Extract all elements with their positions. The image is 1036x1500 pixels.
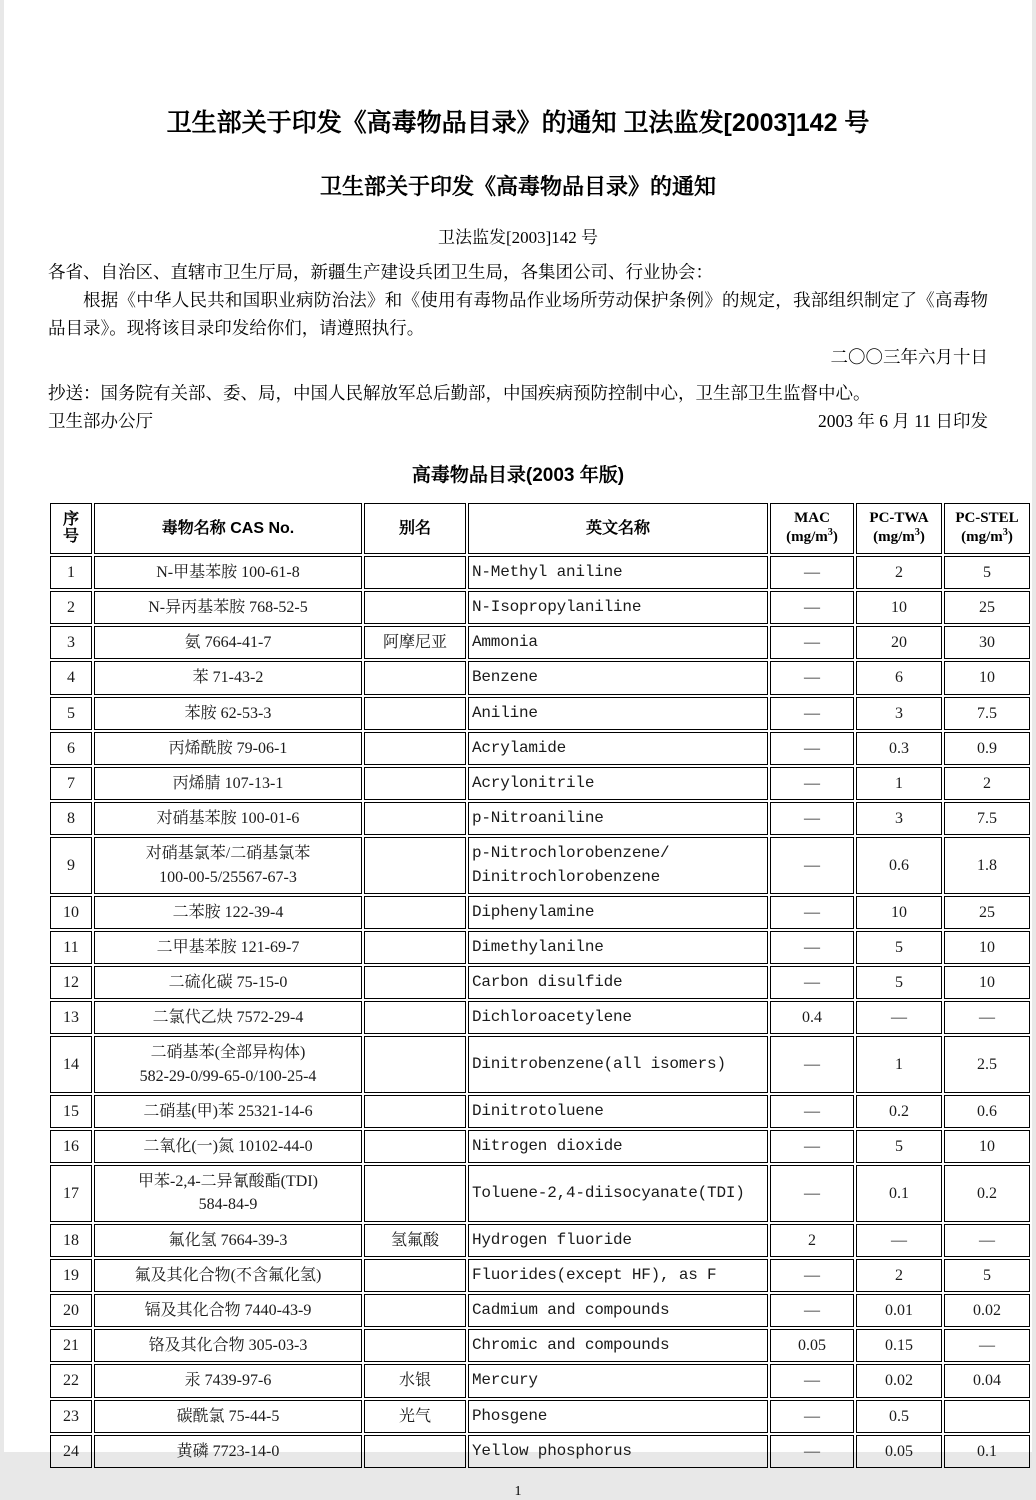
column-header-mac-label: MAC xyxy=(794,509,830,526)
cell-serial-number: 10 xyxy=(50,896,92,929)
column-header-pc-twa xyxy=(856,503,942,554)
cell-substance-name: 黄磷 7723-14-0 xyxy=(94,1435,362,1468)
cell-serial-number: 14 xyxy=(50,1036,92,1092)
cell-serial-number: 9 xyxy=(50,837,92,893)
cell-substance-name: 铬及其化合物 305-03-3 xyxy=(94,1329,362,1362)
cell-english-name: Chromic and compounds xyxy=(468,1329,768,1362)
cell-mac-value: — xyxy=(770,1435,854,1468)
cell-substance-name xyxy=(94,1165,362,1221)
cell-serial-number: 11 xyxy=(50,931,92,964)
column-header-no-line1: 序 xyxy=(62,510,79,528)
cell-pc-twa-value: 0.01 xyxy=(856,1294,942,1327)
cell-mac-value: — xyxy=(770,931,854,964)
cell-pc-stel-value: 10 xyxy=(944,966,1030,999)
table-row xyxy=(50,556,1030,589)
cell-substance-name-line2: 582-29-0/99-65-0/100-25-4 xyxy=(139,1067,317,1085)
cell-pc-twa-value: 5 xyxy=(856,931,942,964)
cell-pc-stel-value: 0.9 xyxy=(944,732,1030,765)
cell-substance-name: 二氧化(一)氮 10102-44-0 xyxy=(94,1130,362,1163)
cell-alias xyxy=(364,732,466,765)
cell-pc-twa-value: 10 xyxy=(856,896,942,929)
cell-english-name: Mercury xyxy=(468,1364,768,1397)
cell-pc-twa-value: 2 xyxy=(856,1259,942,1292)
cell-mac-value: — xyxy=(770,1400,854,1433)
column-header-name: 毒物名称 CAS No. xyxy=(94,503,362,554)
cell-substance-name: 镉及其化合物 7440-43-9 xyxy=(94,1294,362,1327)
toxic-substances-table xyxy=(48,501,1032,1470)
cell-english-name: Carbon disulfide xyxy=(468,966,768,999)
table-row xyxy=(50,732,1030,765)
cell-serial-number: 22 xyxy=(50,1364,92,1397)
cell-english-name: Cadmium and compounds xyxy=(468,1294,768,1327)
table-row xyxy=(50,1294,1030,1327)
cell-english-name: Dimethylanilne xyxy=(468,931,768,964)
page-title: 卫生部关于印发《高毒物品目录》的通知 卫法监发[2003]142 号 xyxy=(166,109,870,137)
cell-english-name: Phosgene xyxy=(468,1400,768,1433)
cell-alias xyxy=(364,1036,466,1092)
cell-alias: 光气 xyxy=(364,1400,466,1433)
table-row xyxy=(50,591,1030,624)
cell-pc-twa-value: — xyxy=(856,1001,942,1034)
cell-pc-stel-value: 7.5 xyxy=(944,697,1030,730)
cell-english-name: N-Methyl aniline xyxy=(468,556,768,589)
cell-alias xyxy=(364,1435,466,1468)
cell-mac-value: — xyxy=(770,767,854,800)
cell-substance-name: 二氯代乙炔 7572-29-4 xyxy=(94,1001,362,1034)
cell-mac-value: 2 xyxy=(770,1224,854,1257)
cell-alias xyxy=(364,697,466,730)
cell-substance-name: 丙烯腈 107-13-1 xyxy=(94,767,362,800)
cell-pc-stel-value: 0.1 xyxy=(944,1435,1030,1468)
cell-substance-name: 二硝基(甲)苯 25321-14-6 xyxy=(94,1095,362,1128)
column-header-stel-unit: (mg/m xyxy=(961,529,1003,546)
cell-mac-value: — xyxy=(770,802,854,835)
cell-substance-name xyxy=(94,1036,362,1092)
cell-substance-name: 二苯胺 122-39-4 xyxy=(94,896,362,929)
cell-english-name: Diphenylamine xyxy=(468,896,768,929)
table-row xyxy=(50,931,1030,964)
cell-mac-value: — xyxy=(770,626,854,659)
cc-line: 抄送：国务院有关部、委、局，中国人民解放军总后勤部，中国疾病预防控制中心，卫生部卫生监督中心。 xyxy=(48,383,871,404)
cell-serial-number: 13 xyxy=(50,1001,92,1034)
cell-pc-twa-value: 0.6 xyxy=(856,837,942,893)
unit-superscript: 3 xyxy=(1002,527,1008,539)
cell-alias xyxy=(364,802,466,835)
cell-mac-value: — xyxy=(770,1259,854,1292)
cell-substance-name: 二硫化碳 75-15-0 xyxy=(94,966,362,999)
cell-english-name: N-Isopropylaniline xyxy=(468,591,768,624)
unit-superscript: 3 xyxy=(827,527,833,539)
cell-mac-value: — xyxy=(770,1364,854,1397)
table-row xyxy=(50,1095,1030,1128)
cell-substance-name: 苯 71-43-2 xyxy=(94,661,362,694)
cell-mac-value: — xyxy=(770,1294,854,1327)
cell-mac-value: — xyxy=(770,732,854,765)
column-header-mac-unit: (mg/m xyxy=(786,529,828,546)
cell-serial-number: 20 xyxy=(50,1294,92,1327)
cell-mac-value: — xyxy=(770,1095,854,1128)
table-row xyxy=(50,1036,1030,1092)
cell-pc-stel-value: 10 xyxy=(944,1130,1030,1163)
column-header-twa-unit: (mg/m xyxy=(873,529,915,546)
cell-pc-twa-value: 5 xyxy=(856,966,942,999)
cell-pc-twa-value: 1 xyxy=(856,767,942,800)
cell-pc-stel-value: 5 xyxy=(944,556,1030,589)
cell-alias xyxy=(364,661,466,694)
cell-substance-name-line2: 100-00-5/25567-67-3 xyxy=(159,868,297,886)
cell-alias xyxy=(364,1165,466,1221)
table-row xyxy=(50,1435,1030,1468)
cell-pc-stel-value: 10 xyxy=(944,661,1030,694)
cell-substance-name: 汞 7439-97-6 xyxy=(94,1364,362,1397)
table-row xyxy=(50,802,1030,835)
cell-substance-name-line1: 二硝基苯(全部异构体) xyxy=(150,1044,306,1062)
signature-date: 二〇〇三年六月十日 xyxy=(830,346,988,367)
cell-pc-twa-value: 10 xyxy=(856,591,942,624)
cell-pc-twa-value: 3 xyxy=(856,697,942,730)
cell-alias xyxy=(364,1095,466,1128)
cell-substance-name: N-异丙基苯胺 768-52-5 xyxy=(94,591,362,624)
cell-pc-stel-value: 25 xyxy=(944,896,1030,929)
column-header-twa-label: PC-TWA xyxy=(869,509,929,526)
cell-mac-value: — xyxy=(770,697,854,730)
addressee-line: 各省、自治区、直辖市卫生厅局，新疆生产建设兵团卫生局，各集团公司、行业协会： xyxy=(48,261,713,282)
cell-serial-number: 5 xyxy=(50,697,92,730)
cell-english-name: Dinitrotoluene xyxy=(468,1095,768,1128)
cell-serial-number: 12 xyxy=(50,966,92,999)
cell-serial-number: 21 xyxy=(50,1329,92,1362)
cell-pc-stel-value: 5 xyxy=(944,1259,1030,1292)
cell-mac-value: — xyxy=(770,556,854,589)
cell-pc-twa-value: 0.02 xyxy=(856,1364,942,1397)
column-header-no-line2: 号 xyxy=(62,528,79,546)
cell-alias xyxy=(364,1130,466,1163)
cell-pc-twa-value: 3 xyxy=(856,802,942,835)
cell-mac-value: 0.4 xyxy=(770,1001,854,1034)
cell-pc-stel-value: 2 xyxy=(944,767,1030,800)
cell-english-name: Acrylonitrile xyxy=(468,767,768,800)
cell-substance-name: 二甲基苯胺 121-69-7 xyxy=(94,931,362,964)
cell-alias xyxy=(364,767,466,800)
cell-substance-name: 丙烯酰胺 79-06-1 xyxy=(94,732,362,765)
document-subtitle: 卫生部关于印发《高毒物品目录》的通知 xyxy=(319,174,716,200)
cell-substance-name: 碳酰氯 75-44-5 xyxy=(94,1400,362,1433)
table-row xyxy=(50,837,1030,893)
cell-pc-stel-value: — xyxy=(944,1224,1030,1257)
cell-serial-number: 3 xyxy=(50,626,92,659)
cell-serial-number: 17 xyxy=(50,1165,92,1221)
cell-pc-twa-value: 0.05 xyxy=(856,1435,942,1468)
cell-pc-stel-value: — xyxy=(944,1001,1030,1034)
table-header xyxy=(50,503,1030,554)
cell-pc-twa-value: 2 xyxy=(856,556,942,589)
table-row xyxy=(50,1130,1030,1163)
cell-serial-number: 4 xyxy=(50,661,92,694)
cell-serial-number: 18 xyxy=(50,1224,92,1257)
column-header-alias: 别名 xyxy=(364,503,466,554)
cell-pc-stel-value: 0.2 xyxy=(944,1165,1030,1221)
cell-pc-stel-value: 0.6 xyxy=(944,1095,1030,1128)
cell-pc-stel-value xyxy=(944,1400,1030,1433)
cell-pc-twa-value: 5 xyxy=(856,1130,942,1163)
unit-close-paren: ) xyxy=(919,529,925,546)
cell-pc-twa-value: 1 xyxy=(856,1036,942,1092)
cell-english-name: Hydrogen fluoride xyxy=(468,1224,768,1257)
cell-pc-stel-value: 7.5 xyxy=(944,802,1030,835)
cell-alias: 阿摩尼亚 xyxy=(364,626,466,659)
cell-alias xyxy=(364,1329,466,1362)
cell-english-name-line2: Dinitrochlorobenzene xyxy=(472,867,661,886)
cell-mac-value: — xyxy=(770,1165,854,1221)
cell-mac-value: — xyxy=(770,1036,854,1092)
table-row xyxy=(50,1259,1030,1292)
cell-serial-number: 19 xyxy=(50,1259,92,1292)
column-header-english: 英文名称 xyxy=(468,503,768,554)
table-row xyxy=(50,1329,1030,1362)
cell-english-name: Benzene xyxy=(468,661,768,694)
cell-pc-stel-value: 0.02 xyxy=(944,1294,1030,1327)
cell-substance-name-line1: 甲苯-2,4-二异氰酸酯(TDI) xyxy=(138,1173,318,1191)
cell-serial-number: 15 xyxy=(50,1095,92,1128)
table-row xyxy=(50,1400,1030,1433)
cell-mac-value: — xyxy=(770,591,854,624)
column-header-stel-label: PC-STEL xyxy=(955,509,1019,526)
cell-english-name: p-Nitroaniline xyxy=(468,802,768,835)
cell-substance-name: 苯胺 62-53-3 xyxy=(94,697,362,730)
page-number: 1 xyxy=(514,1483,522,1499)
unit-close-paren: ) xyxy=(832,529,838,546)
cell-substance-name-line2: 584-84-9 xyxy=(198,1196,258,1214)
cell-substance-name: 氟及其化合物(不含氟化氢) xyxy=(94,1259,362,1292)
cell-english-name: Dichloroacetylene xyxy=(468,1001,768,1034)
cell-mac-value: — xyxy=(770,1130,854,1163)
table-row xyxy=(50,1224,1030,1257)
cell-alias xyxy=(364,591,466,624)
column-header-mac xyxy=(770,503,854,554)
unit-superscript: 3 xyxy=(914,527,920,539)
cell-serial-number: 6 xyxy=(50,732,92,765)
cell-english-name: Acrylamide xyxy=(468,732,768,765)
cell-mac-value: 0.05 xyxy=(770,1329,854,1362)
table-row xyxy=(50,1001,1030,1034)
issuer-name: 卫生部办公厅 xyxy=(48,411,153,432)
cell-serial-number: 2 xyxy=(50,591,92,624)
cell-english-name xyxy=(468,837,768,893)
issuer-row xyxy=(48,407,988,435)
table-row xyxy=(50,661,1030,694)
cell-mac-value: — xyxy=(770,896,854,929)
table-header-row xyxy=(50,503,1030,554)
cell-pc-twa-value: 0.2 xyxy=(856,1095,942,1128)
cell-pc-stel-value: — xyxy=(944,1329,1030,1362)
cell-alias xyxy=(364,896,466,929)
document-number: 卫法监发[2003]142 号 xyxy=(437,227,599,247)
column-header-no xyxy=(50,503,92,554)
table-body xyxy=(50,556,1030,1468)
cell-alias: 氢氟酸 xyxy=(364,1224,466,1257)
table-row xyxy=(50,1165,1030,1221)
table-row xyxy=(50,767,1030,800)
cell-alias xyxy=(364,556,466,589)
cell-english-name: Dinitrobenzene(all isomers) xyxy=(468,1036,768,1092)
cell-serial-number: 24 xyxy=(50,1435,92,1468)
cell-serial-number: 23 xyxy=(50,1400,92,1433)
cell-mac-value: — xyxy=(770,661,854,694)
cell-pc-stel-value: 10 xyxy=(944,931,1030,964)
cell-alias xyxy=(364,931,466,964)
table-row xyxy=(50,1364,1030,1397)
table-caption: 高毒物品目录(2003 年版) xyxy=(411,464,625,486)
cell-pc-twa-value: 20 xyxy=(856,626,942,659)
table-row xyxy=(50,966,1030,999)
cell-pc-stel-value: 25 xyxy=(944,591,1030,624)
cell-english-name: Nitrogen dioxide xyxy=(468,1130,768,1163)
cell-substance-name: 氟化氢 7664-39-3 xyxy=(94,1224,362,1257)
cell-mac-value: — xyxy=(770,966,854,999)
cell-substance-name: 对硝基苯胺 100-01-6 xyxy=(94,802,362,835)
column-header-pc-stel xyxy=(944,503,1030,554)
document-page xyxy=(4,0,1032,1499)
cell-substance-name: 氨 7664-41-7 xyxy=(94,626,362,659)
cell-alias xyxy=(364,1001,466,1034)
cell-substance-name xyxy=(94,837,362,893)
table-row xyxy=(50,626,1030,659)
table-row xyxy=(50,896,1030,929)
cell-pc-twa-value: 0.15 xyxy=(856,1329,942,1362)
cell-alias xyxy=(364,1294,466,1327)
cell-substance-name: N-甲基苯胺 100-61-8 xyxy=(94,556,362,589)
cell-pc-twa-value: 0.1 xyxy=(856,1165,942,1221)
table-row xyxy=(50,697,1030,730)
cell-english-name: Ammonia xyxy=(468,626,768,659)
cell-serial-number: 16 xyxy=(50,1130,92,1163)
cell-pc-stel-value: 30 xyxy=(944,626,1030,659)
cell-pc-stel-value: 0.04 xyxy=(944,1364,1030,1397)
cell-pc-twa-value: — xyxy=(856,1224,942,1257)
cell-pc-stel-value: 1.8 xyxy=(944,837,1030,893)
cell-pc-twa-value: 0.3 xyxy=(856,732,942,765)
cell-english-name: Yellow phosphorus xyxy=(468,1435,768,1468)
cell-english-name: Aniline xyxy=(468,697,768,730)
cell-mac-value: — xyxy=(770,837,854,893)
cell-serial-number: 7 xyxy=(50,767,92,800)
cell-serial-number: 8 xyxy=(50,802,92,835)
issue-date: 2003 年 6 月 11 日印发 xyxy=(818,411,988,432)
body-paragraph-1: 根据《中华人民共和国职业病防治法》和《使用有毒物品作业场所劳动保护条例》的规定，我部组织制定了《高毒物品目录》。现将该目录印发给你们，请遵照执行。 xyxy=(48,290,988,339)
cell-pc-twa-value: 6 xyxy=(856,661,942,694)
cell-serial-number: 1 xyxy=(50,556,92,589)
cell-alias: 水银 xyxy=(364,1364,466,1397)
cell-pc-stel-value: 2.5 xyxy=(944,1036,1030,1092)
cell-english-name: Fluorides(except HF), as F xyxy=(468,1259,768,1292)
unit-close-paren: ) xyxy=(1007,529,1013,546)
cell-pc-twa-value: 0.5 xyxy=(856,1400,942,1433)
cell-alias xyxy=(364,1259,466,1292)
cell-alias xyxy=(364,837,466,893)
cell-substance-name-line1: 对硝基氯苯/二硝基氯苯 xyxy=(145,845,311,863)
cell-english-name-line1: p-Nitrochlorobenzene/ xyxy=(472,844,670,863)
cell-english-name: Toluene-2,4-diisocyanate(TDI) xyxy=(468,1165,768,1221)
cell-alias xyxy=(364,966,466,999)
